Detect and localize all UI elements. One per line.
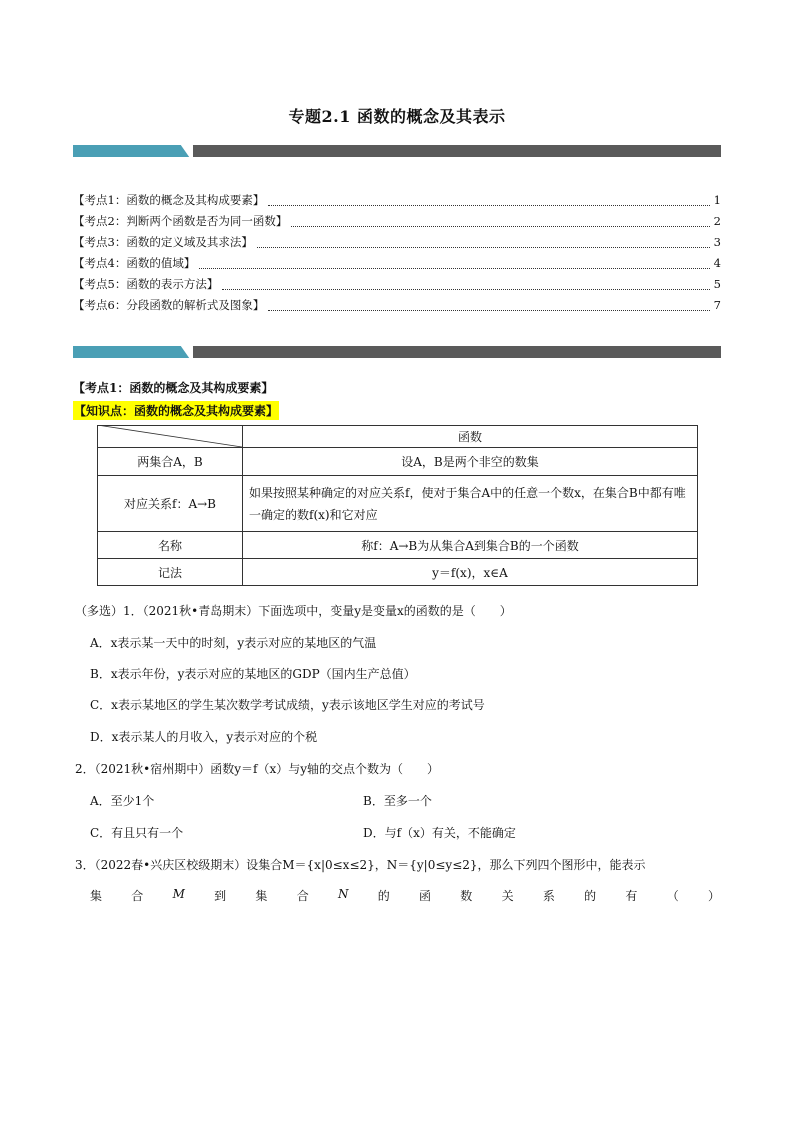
decorative-bar-section	[73, 346, 721, 358]
row-value: y＝f(x)，x∈A	[243, 559, 698, 586]
table-diagonal-line	[97, 425, 242, 447]
question-2-stem: 2．（2021秋•宿州期中）函数y＝f（x）与y轴的交点个数为（ ）	[75, 762, 440, 776]
table-header: 函数	[243, 426, 698, 448]
question-2-option-d[interactable]: D．与f（x）有关，不能确定	[363, 826, 516, 840]
toc-item[interactable]: 【考点1：函数的概念及其构成要素】 1	[73, 193, 721, 207]
row-key: 名称	[98, 532, 243, 559]
question-1-option-b[interactable]: B．x表示年份，y表示对应的某地区的GDP（国内生产总值）	[90, 667, 416, 681]
question-1-option-a[interactable]: A．x表示某一天中的时刻，y表示对应的某地区的气温	[90, 636, 377, 650]
toc-item[interactable]: 【考点5：函数的表示方法】 5	[73, 277, 721, 291]
question-1-stem: （多选）1．（2021秋•青岛期末）下面选项中，变量y是变量x的函数的是（ ）	[75, 604, 512, 618]
toc-item[interactable]: 【考点6：分段函数的解析式及图象】 7	[73, 298, 721, 312]
question-1-option-d[interactable]: D．x表示某人的月收入，y表示对应的个税	[90, 730, 318, 744]
toc-item[interactable]: 【考点4：函数的值域】 4	[73, 256, 721, 270]
table-row	[98, 559, 698, 586]
question-3-stem-line2: 集 合 M 到 集 合 N 的 函 数 关 系 的 有 （ ）	[90, 887, 720, 903]
page-title: 专题2.1 函数的概念及其表示	[288, 107, 506, 126]
question-3-stem: 3．（2022春•兴庆区校级期末）设集合M＝{x|0≤x≤2}，N＝{y|0≤y≤2}，那么下列四个图形中，能表示	[75, 858, 646, 872]
knowledge-point-label: 【知识点：函数的概念及其构成要素】	[73, 401, 279, 420]
section-heading: 【考点1：函数的概念及其构成要素】	[73, 381, 274, 395]
question-2-option-a[interactable]: A．至少1个	[90, 794, 155, 808]
row-value: 如果按照某种确定的对应关系f，使对于集合A中的任意一个数x，在集合B中都有唯一确定的数f(x)和它对应	[243, 476, 698, 532]
row-key: 两集合A，B	[98, 448, 243, 476]
table-row	[98, 476, 698, 532]
toc-item[interactable]: 【考点2：判断两个函数是否为同一函数】 2	[73, 214, 721, 228]
table-row	[98, 532, 698, 559]
row-key: 记法	[98, 559, 243, 586]
row-value: 设A，B是两个非空的数集	[243, 448, 698, 476]
question-1-option-c[interactable]: C．x表示某地区的学生某次数学考试成绩，y表示该地区学生对应的考试号	[90, 698, 485, 712]
toc-item[interactable]: 【考点3：函数的定义域及其求法】 3	[73, 235, 721, 249]
question-2-option-b[interactable]: B．至多一个	[363, 794, 432, 808]
row-value: 称f：A→B为从集合A到集合B的一个函数	[243, 532, 698, 559]
definition-table	[97, 425, 698, 586]
decorative-bar-top	[73, 145, 721, 157]
question-2-option-c[interactable]: C．有且只有一个	[90, 826, 184, 840]
table-row	[98, 448, 698, 476]
row-key: 对应关系f：A→B	[98, 476, 243, 532]
